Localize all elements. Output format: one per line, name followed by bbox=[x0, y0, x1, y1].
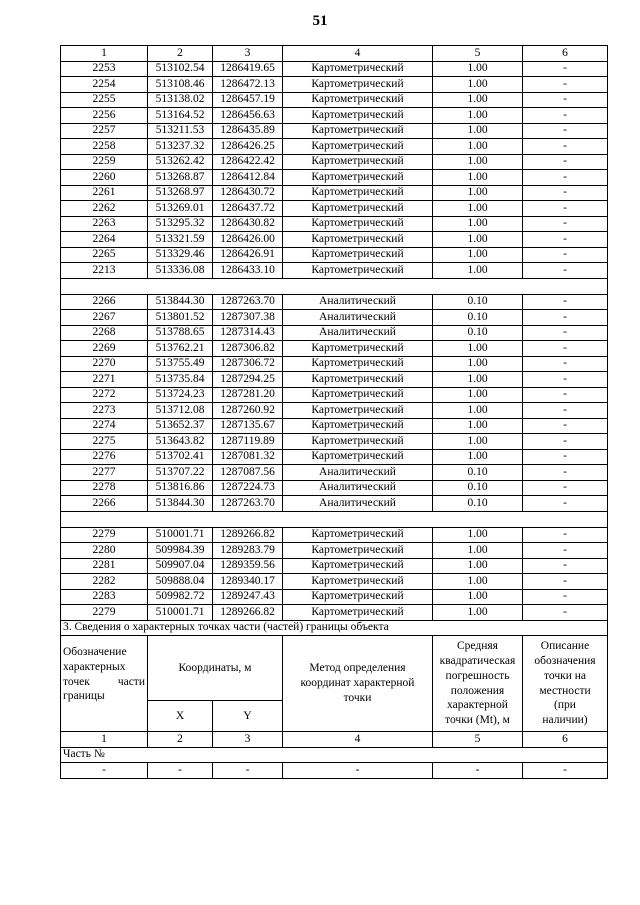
description: - bbox=[523, 589, 608, 605]
accuracy: 1.00 bbox=[433, 108, 523, 124]
table-row bbox=[61, 341, 608, 357]
coord-x: 513336.08 bbox=[148, 263, 213, 279]
table-row bbox=[61, 403, 608, 419]
section-column-number-1: 1 bbox=[61, 732, 148, 748]
point-id: 2260 bbox=[61, 170, 148, 186]
description: - bbox=[523, 61, 608, 77]
coord-x: 513755.49 bbox=[148, 356, 213, 372]
description: - bbox=[523, 418, 608, 434]
column-number-4: 4 bbox=[283, 46, 433, 62]
accuracy: 1.00 bbox=[433, 403, 523, 419]
coord-y: 1287087.56 bbox=[213, 465, 283, 481]
point-id: 2271 bbox=[61, 372, 148, 388]
accuracy: 1.00 bbox=[433, 434, 523, 450]
accuracy: 1.00 bbox=[433, 605, 523, 621]
method-header-line: точки bbox=[343, 691, 372, 704]
table-body bbox=[61, 46, 608, 779]
coord-x: 513211.53 bbox=[148, 123, 213, 139]
coord-x: 513329.46 bbox=[148, 247, 213, 263]
section-column-number-2: 2 bbox=[148, 732, 213, 748]
coord-y: 1287263.70 bbox=[213, 496, 283, 512]
accuracy: 0.10 bbox=[433, 465, 523, 481]
description: - bbox=[523, 139, 608, 155]
coord-x: 510001.71 bbox=[148, 605, 213, 621]
table-row bbox=[61, 92, 608, 108]
coord-y: 1286419.65 bbox=[213, 61, 283, 77]
method: Аналитический bbox=[283, 496, 433, 512]
table-row bbox=[61, 605, 608, 621]
coord-x: 513724.23 bbox=[148, 387, 213, 403]
method: Картометрический bbox=[283, 605, 433, 621]
method: Картометрический bbox=[283, 543, 433, 559]
description: - bbox=[523, 170, 608, 186]
method: Картометрический bbox=[283, 372, 433, 388]
page-number: 51 bbox=[312, 13, 328, 29]
table-row bbox=[61, 123, 608, 139]
point-id: 2254 bbox=[61, 77, 148, 93]
point-id: 2278 bbox=[61, 480, 148, 496]
table-row bbox=[61, 263, 608, 279]
table-row bbox=[61, 170, 608, 186]
point-id: 2259 bbox=[61, 154, 148, 170]
coord-y: 1289283.79 bbox=[213, 543, 283, 559]
column-number-row bbox=[61, 46, 608, 62]
coord-x: 509984.39 bbox=[148, 543, 213, 559]
accuracy: 1.00 bbox=[433, 139, 523, 155]
description: - bbox=[523, 558, 608, 574]
section-header-row bbox=[61, 636, 608, 701]
x-header: X bbox=[148, 701, 213, 732]
description: - bbox=[523, 480, 608, 496]
point-id: 2277 bbox=[61, 465, 148, 481]
point-id: 2213 bbox=[61, 263, 148, 279]
point-id: 2265 bbox=[61, 247, 148, 263]
section-column-number-3: 3 bbox=[213, 732, 283, 748]
accuracy: 0.10 bbox=[433, 294, 523, 310]
table-row bbox=[61, 139, 608, 155]
description: - bbox=[523, 185, 608, 201]
table-row bbox=[61, 108, 608, 124]
section-title: 3. Сведения о характерных точках части (частей) границы объекта bbox=[61, 620, 608, 636]
coord-x: 509907.04 bbox=[148, 558, 213, 574]
coord-x: 509982.72 bbox=[148, 589, 213, 605]
point-id: 2279 bbox=[61, 605, 148, 621]
accuracy: 1.00 bbox=[433, 418, 523, 434]
accuracy-header-line: Средняя bbox=[457, 640, 498, 653]
point-id: 2266 bbox=[61, 294, 148, 310]
coord-x: 513702.41 bbox=[148, 449, 213, 465]
method: Картометрический bbox=[283, 185, 433, 201]
table-row bbox=[61, 185, 608, 201]
coord-x: 513102.54 bbox=[148, 61, 213, 77]
method: Картометрический bbox=[283, 170, 433, 186]
point-id: 2266 bbox=[61, 496, 148, 512]
method: Картометрический bbox=[283, 356, 433, 372]
table-row bbox=[61, 216, 608, 232]
accuracy-header-line: квадратическая bbox=[439, 655, 516, 668]
accuracy: 0.10 bbox=[433, 325, 523, 341]
method: Картометрический bbox=[283, 527, 433, 543]
coord-x: 513844.30 bbox=[148, 294, 213, 310]
accuracy-header-line: положения bbox=[450, 684, 505, 697]
method: Аналитический bbox=[283, 325, 433, 341]
point-id: - bbox=[61, 763, 148, 779]
accuracy-header-line: точки (Mt), м bbox=[445, 713, 510, 726]
accuracy: 1.00 bbox=[433, 449, 523, 465]
accuracy: 1.00 bbox=[433, 232, 523, 248]
method: Картометрический bbox=[283, 418, 433, 434]
coord-x: 513108.46 bbox=[148, 77, 213, 93]
point-id: 2253 bbox=[61, 61, 148, 77]
column-number-1: 1 bbox=[61, 46, 148, 62]
coord-x: 513844.30 bbox=[148, 496, 213, 512]
section-column-number-4: 4 bbox=[283, 732, 433, 748]
method: Картометрический bbox=[283, 108, 433, 124]
method: - bbox=[283, 763, 433, 779]
method: Картометрический bbox=[283, 403, 433, 419]
point-id: 2280 bbox=[61, 543, 148, 559]
description: - bbox=[523, 247, 608, 263]
coord-y: 1287224.73 bbox=[213, 480, 283, 496]
coord-y: 1287081.32 bbox=[213, 449, 283, 465]
accuracy: 1.00 bbox=[433, 263, 523, 279]
description: - bbox=[523, 341, 608, 357]
description: - bbox=[523, 574, 608, 590]
description: - bbox=[523, 387, 608, 403]
coord-y: 1286457.19 bbox=[213, 92, 283, 108]
accuracy: 1.00 bbox=[433, 356, 523, 372]
coord-y: 1287135.67 bbox=[213, 418, 283, 434]
coord-y: 1287294.25 bbox=[213, 372, 283, 388]
description: - bbox=[523, 605, 608, 621]
coord-y: 1286437.72 bbox=[213, 201, 283, 217]
point-id: 2262 bbox=[61, 201, 148, 217]
coord-x: 513237.32 bbox=[148, 139, 213, 155]
accuracy: 1.00 bbox=[433, 201, 523, 217]
section-column-number-6: 6 bbox=[523, 732, 608, 748]
coord-y: 1287306.82 bbox=[213, 341, 283, 357]
table-row bbox=[61, 558, 608, 574]
method: Картометрический bbox=[283, 434, 433, 450]
method: Картометрический bbox=[283, 449, 433, 465]
description-header-line: Описание bbox=[540, 640, 590, 653]
description: - bbox=[523, 449, 608, 465]
coord-y: 1287260.92 bbox=[213, 403, 283, 419]
point-id: 2279 bbox=[61, 527, 148, 543]
accuracy: 1.00 bbox=[433, 185, 523, 201]
description: - bbox=[523, 216, 608, 232]
table-row bbox=[61, 496, 608, 512]
description-header-line: (при bbox=[554, 699, 576, 712]
table-row bbox=[61, 154, 608, 170]
method: Картометрический bbox=[283, 558, 433, 574]
coord-y: 1286426.91 bbox=[213, 247, 283, 263]
coord-x: 509888.04 bbox=[148, 574, 213, 590]
accuracy: 1.00 bbox=[433, 543, 523, 559]
description: - bbox=[523, 465, 608, 481]
accuracy: 1.00 bbox=[433, 216, 523, 232]
accuracy-header-line: характерной bbox=[447, 699, 508, 712]
description-header-line: наличии) bbox=[542, 713, 588, 726]
point-id: 2258 bbox=[61, 139, 148, 155]
separator-row bbox=[61, 511, 608, 527]
coord-y: 1286430.72 bbox=[213, 185, 283, 201]
description: - bbox=[523, 434, 608, 450]
method: Картометрический bbox=[283, 123, 433, 139]
accuracy: 1.00 bbox=[433, 589, 523, 605]
accuracy: 0.10 bbox=[433, 480, 523, 496]
method: Картометрический bbox=[283, 139, 433, 155]
column-number-2: 2 bbox=[148, 46, 213, 62]
point-id: 2272 bbox=[61, 387, 148, 403]
coord-y: 1289266.82 bbox=[213, 605, 283, 621]
accuracy: 1.00 bbox=[433, 341, 523, 357]
coord-x: - bbox=[148, 763, 213, 779]
table-row bbox=[61, 449, 608, 465]
table-row bbox=[61, 201, 608, 217]
coord-x: 513268.87 bbox=[148, 170, 213, 186]
description: - bbox=[523, 372, 608, 388]
method: Аналитический bbox=[283, 310, 433, 326]
accuracy: 1.00 bbox=[433, 558, 523, 574]
coord-x: 513707.22 bbox=[148, 465, 213, 481]
point-id: 2273 bbox=[61, 403, 148, 419]
description: - bbox=[523, 325, 608, 341]
point-id: 2263 bbox=[61, 216, 148, 232]
coord-x: 513268.97 bbox=[148, 185, 213, 201]
description: - bbox=[523, 154, 608, 170]
coordinates-header: Координаты, м bbox=[148, 636, 283, 701]
method: Картометрический bbox=[283, 77, 433, 93]
method: Картометрический bbox=[283, 61, 433, 77]
method: Аналитический bbox=[283, 294, 433, 310]
part-label: Часть № bbox=[61, 747, 608, 763]
accuracy: 1.00 bbox=[433, 387, 523, 403]
coord-x: 513735.84 bbox=[148, 372, 213, 388]
method: Картометрический bbox=[283, 589, 433, 605]
accuracy: 1.00 bbox=[433, 247, 523, 263]
description: - bbox=[523, 356, 608, 372]
coord-y: - bbox=[213, 763, 283, 779]
coord-x: 513816.86 bbox=[148, 480, 213, 496]
table-row bbox=[61, 480, 608, 496]
point-id: 2276 bbox=[61, 449, 148, 465]
method-header-line: Метод определения bbox=[309, 662, 406, 675]
description: - bbox=[523, 527, 608, 543]
coord-x: 513652.37 bbox=[148, 418, 213, 434]
point-id: 2264 bbox=[61, 232, 148, 248]
part-row bbox=[61, 747, 608, 763]
separator-cell bbox=[61, 278, 608, 294]
coord-y: 1289247.43 bbox=[213, 589, 283, 605]
coord-y: 1289266.82 bbox=[213, 527, 283, 543]
coord-y: 1286422.42 bbox=[213, 154, 283, 170]
coord-x: 513269.01 bbox=[148, 201, 213, 217]
coord-x: 513762.21 bbox=[148, 341, 213, 357]
method-header-line: координат характерной bbox=[300, 677, 415, 690]
description: - bbox=[523, 232, 608, 248]
accuracy: 1.00 bbox=[433, 92, 523, 108]
column-number-6: 6 bbox=[523, 46, 608, 62]
description-header-line: точки на bbox=[544, 669, 586, 682]
accuracy: 0.10 bbox=[433, 310, 523, 326]
point-id: 2283 bbox=[61, 589, 148, 605]
method: Картометрический bbox=[283, 263, 433, 279]
method: Аналитический bbox=[283, 480, 433, 496]
boundary-points-table bbox=[60, 45, 608, 779]
accuracy: 1.00 bbox=[433, 154, 523, 170]
separator-cell bbox=[61, 511, 608, 527]
coord-x: 513788.65 bbox=[148, 325, 213, 341]
description: - bbox=[523, 403, 608, 419]
section-column-number-5: 5 bbox=[433, 732, 523, 748]
table-row bbox=[61, 356, 608, 372]
table-row bbox=[61, 310, 608, 326]
coord-y: 1287281.20 bbox=[213, 387, 283, 403]
coord-x: 513262.42 bbox=[148, 154, 213, 170]
coord-x: 513643.82 bbox=[148, 434, 213, 450]
coord-y: 1286456.63 bbox=[213, 108, 283, 124]
method: Картометрический bbox=[283, 216, 433, 232]
table-row bbox=[61, 434, 608, 450]
accuracy: 1.00 bbox=[433, 61, 523, 77]
accuracy: 0.10 bbox=[433, 496, 523, 512]
description: - bbox=[523, 77, 608, 93]
coord-x: 513138.02 bbox=[148, 92, 213, 108]
accuracy-header bbox=[433, 636, 523, 732]
point-id: 2275 bbox=[61, 434, 148, 450]
description: - bbox=[523, 543, 608, 559]
coord-y: 1286472.13 bbox=[213, 77, 283, 93]
accuracy: 1.00 bbox=[433, 170, 523, 186]
description: - bbox=[523, 201, 608, 217]
coord-y: 1287307.38 bbox=[213, 310, 283, 326]
table-row bbox=[61, 325, 608, 341]
description: - bbox=[523, 123, 608, 139]
coord-x: 510001.71 bbox=[148, 527, 213, 543]
accuracy-header-line: погрешность bbox=[445, 669, 510, 682]
accuracy: 1.00 bbox=[433, 527, 523, 543]
point-id: 2261 bbox=[61, 185, 148, 201]
point-id: 2257 bbox=[61, 123, 148, 139]
accuracy: 1.00 bbox=[433, 77, 523, 93]
description: - bbox=[523, 263, 608, 279]
table-row bbox=[61, 61, 608, 77]
point-id: 2267 bbox=[61, 310, 148, 326]
method: Картометрический bbox=[283, 92, 433, 108]
method: Аналитический bbox=[283, 465, 433, 481]
method-header bbox=[283, 636, 433, 732]
method: Картометрический bbox=[283, 247, 433, 263]
description-header-line: местности bbox=[539, 684, 591, 697]
point-designation-header bbox=[61, 636, 148, 732]
coord-y: 1286426.00 bbox=[213, 232, 283, 248]
coord-x: 513295.32 bbox=[148, 216, 213, 232]
point-id: 2270 bbox=[61, 356, 148, 372]
table-row bbox=[61, 574, 608, 590]
description: - bbox=[523, 310, 608, 326]
coord-y: 1286433.10 bbox=[213, 263, 283, 279]
table-row bbox=[61, 387, 608, 403]
point-id: 2274 bbox=[61, 418, 148, 434]
method: Картометрический bbox=[283, 387, 433, 403]
point-id: 2269 bbox=[61, 341, 148, 357]
method: Картометрический bbox=[283, 154, 433, 170]
section-title-row bbox=[61, 620, 608, 636]
coord-y: 1289340.17 bbox=[213, 574, 283, 590]
separator-row bbox=[61, 278, 608, 294]
description: - bbox=[523, 92, 608, 108]
table-row bbox=[61, 294, 608, 310]
coord-y: 1286412.84 bbox=[213, 170, 283, 186]
coord-y: 1289359.56 bbox=[213, 558, 283, 574]
description-header-line: обозначения bbox=[534, 655, 596, 668]
accuracy: 1.00 bbox=[433, 574, 523, 590]
table-row bbox=[61, 77, 608, 93]
description: - bbox=[523, 108, 608, 124]
description: - bbox=[523, 294, 608, 310]
coord-x: 513712.08 bbox=[148, 403, 213, 419]
point-id: 2268 bbox=[61, 325, 148, 341]
table-row bbox=[61, 418, 608, 434]
table-row bbox=[61, 372, 608, 388]
table-row bbox=[61, 589, 608, 605]
coord-y: 1286426.25 bbox=[213, 139, 283, 155]
point-designation-text: Обозначение характерных точек части границы bbox=[63, 646, 145, 703]
coord-y: 1287314.43 bbox=[213, 325, 283, 341]
coord-y: 1286430.82 bbox=[213, 216, 283, 232]
accuracy: 1.00 bbox=[433, 372, 523, 388]
y-header: Y bbox=[213, 701, 283, 732]
method: Картометрический bbox=[283, 574, 433, 590]
point-id: 2282 bbox=[61, 574, 148, 590]
table-row bbox=[61, 543, 608, 559]
description: - bbox=[523, 496, 608, 512]
method: Картометрический bbox=[283, 201, 433, 217]
description: - bbox=[523, 763, 608, 779]
coord-y: 1287306.72 bbox=[213, 356, 283, 372]
coord-x: 513164.52 bbox=[148, 108, 213, 124]
method: Картометрический bbox=[283, 232, 433, 248]
description-header bbox=[523, 636, 608, 732]
coord-x: 513801.52 bbox=[148, 310, 213, 326]
point-id: 2256 bbox=[61, 108, 148, 124]
point-id: 2255 bbox=[61, 92, 148, 108]
empty-data-row bbox=[61, 763, 608, 779]
coord-y: 1287119.89 bbox=[213, 434, 283, 450]
point-id: 2281 bbox=[61, 558, 148, 574]
method: Картометрический bbox=[283, 341, 433, 357]
table-row bbox=[61, 465, 608, 481]
accuracy: 1.00 bbox=[433, 123, 523, 139]
accuracy: - bbox=[433, 763, 523, 779]
coord-y: 1286435.89 bbox=[213, 123, 283, 139]
column-number-5: 5 bbox=[433, 46, 523, 62]
coord-y: 1287263.70 bbox=[213, 294, 283, 310]
table-row bbox=[61, 232, 608, 248]
column-number-3: 3 bbox=[213, 46, 283, 62]
section-number-row bbox=[61, 732, 608, 748]
table-row bbox=[61, 527, 608, 543]
table-row bbox=[61, 247, 608, 263]
coord-x: 513321.59 bbox=[148, 232, 213, 248]
